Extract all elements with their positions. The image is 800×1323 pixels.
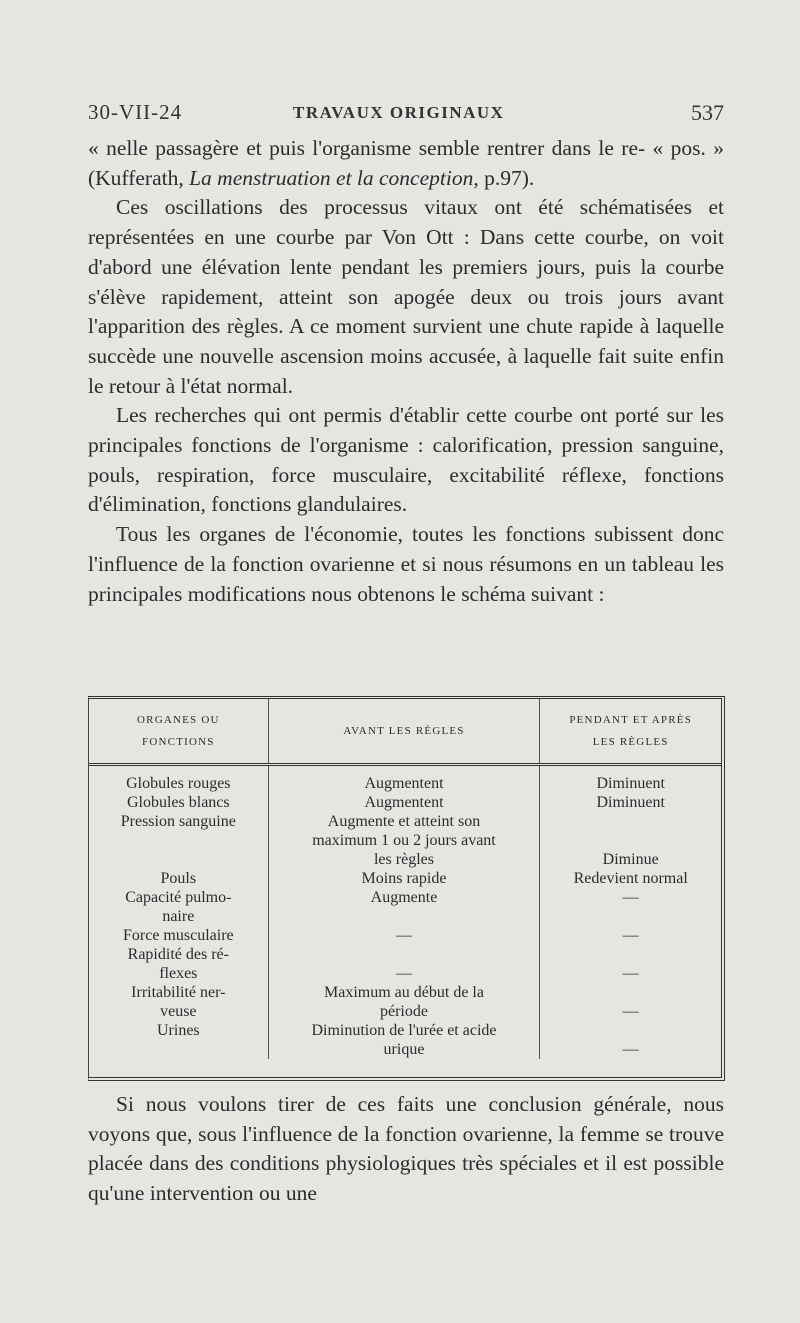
paragraph-1 bbox=[88, 134, 724, 193]
paragraph-1-end: p.97). bbox=[478, 165, 535, 190]
page-number: 537 bbox=[691, 100, 724, 125]
header-title: TRAVAUX ORIGINAUX bbox=[293, 103, 505, 122]
table-header-row bbox=[89, 699, 721, 765]
paragraph-5: Si nous voulons tirer de ces faits une conclusion générale, nous voyons que, sous l'influence de la fonction ovarienne, la femme se trouve placée dans des conditions physiologiques très spéciales et il est possible qu'une intervention ou une bbox=[88, 1092, 724, 1206]
paragraph-2: Ces oscillations des processus vitaux ont été schématisées et représentées en une courbe par Von Ott : Dans cette courbe, on voit d'abord une élévation lente pendant les premiers jours, puis la courbe s'élève rapidement, atteint son apogée deux ou trois jours avant l'apparition des règles. A ce moment survient une chute rapide à laquelle succède une nouvelle ascension moins accusée, à laquelle fait suite enfin le retour à l'état normal. bbox=[88, 195, 724, 398]
header-avant: AVANT LES RÈGLES bbox=[268, 699, 540, 765]
column-avant: Augmentent Augmentent Augmente et atteint son maximum 1 ou 2 jours avant les règles Moins rapide Augmente — — Maximum au début de la période Diminution de l'urée et acide urique bbox=[268, 765, 540, 1060]
header-organes: ORGANES OU FONCTIONS bbox=[89, 699, 268, 765]
paragraph-1-text: « nelle passagère et puis l'organisme semble rentrer dans le re- « pos. » (Kufferath, bbox=[88, 136, 724, 190]
table-body-row bbox=[89, 765, 721, 1060]
header-date: 30-VII-24 bbox=[88, 100, 183, 124]
column-pendant: Diminuent Diminuent Diminue Redevient normal — — — — — bbox=[573, 775, 688, 1058]
header-pendant: PENDANT ET APRÈS LES RÈGLES bbox=[540, 699, 721, 765]
summary-table bbox=[89, 699, 721, 1059]
paragraph-4: Tous les organes de l'économie, toutes les fonctions subissent donc l'influence de la fonction ovarienne et si nous résumons en un tableau les principales modifications nous obtenons le schéma suivant : bbox=[88, 522, 724, 606]
column-organes: Globules rouges Globules blancs Pression sanguine Pouls Capacité pulmo- naire Force musculaire Rapidité des ré- flexes Irritabilité ner- veuse Urines bbox=[89, 765, 268, 1060]
closing-text bbox=[88, 1090, 724, 1209]
paragraph-3: Les recherches qui ont permis d'établir cette courbe ont porté sur les principales fonctions de l'organisme : calorification, pression sanguine, pouls, respiration, force musculaire, excitabilité réflexe, fonctions d'élimination, fonctions glandulaires. bbox=[88, 403, 724, 517]
citation-title: La menstruation et la conception, bbox=[189, 165, 479, 190]
body-text bbox=[88, 134, 724, 609]
summary-table-frame bbox=[88, 696, 725, 1081]
